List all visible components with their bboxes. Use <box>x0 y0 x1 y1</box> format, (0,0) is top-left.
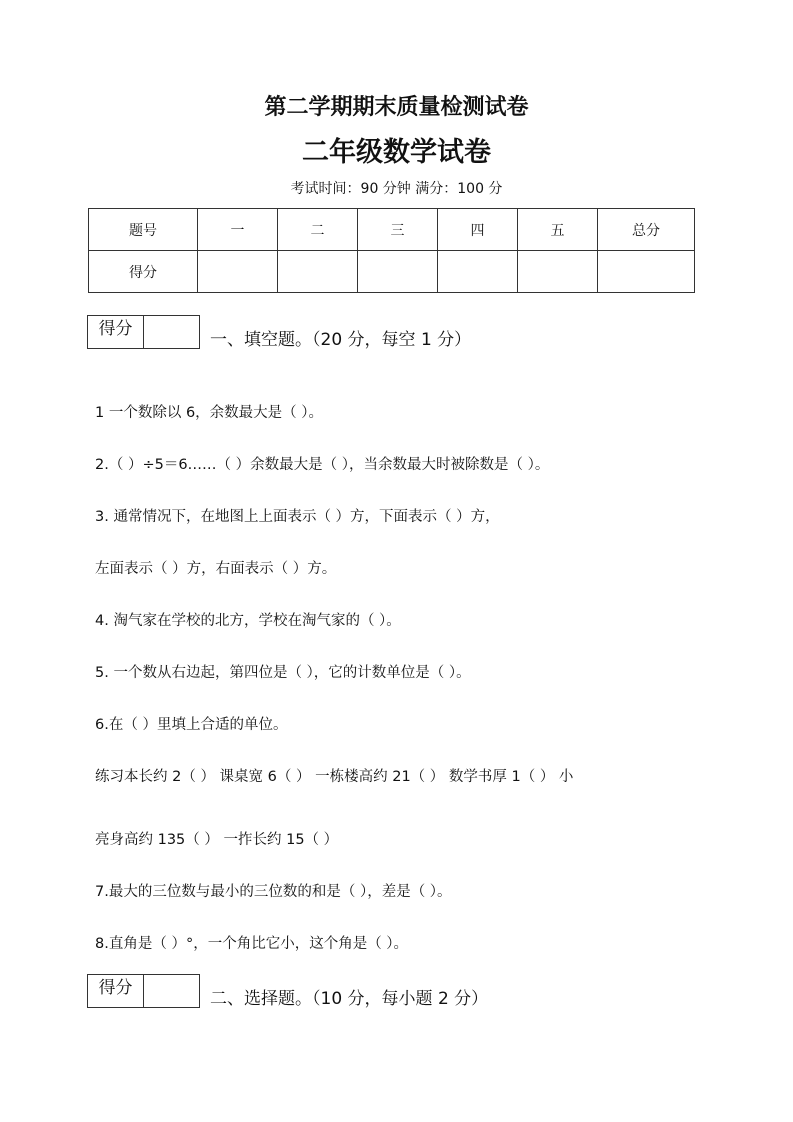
score-table <box>88 208 695 293</box>
question-item: 5. 一个数从右边起，第四位是（ ），它的计数单位是（ ）。 <box>95 665 471 681</box>
question-item: 2.（ ）÷5＝6……（ ）余数最大是（ ），当余数最大时被除数是（ ）。 <box>95 457 550 473</box>
score-table-header-cell: 一 <box>198 209 278 251</box>
section1-title: 一、填空题。（20 分，每空 1 分） <box>210 330 472 350</box>
score-table-header-cell: 二 <box>278 209 358 251</box>
score-cell[interactable] <box>198 251 278 293</box>
question-item: 7.最大的三位数与最小的三位数的和是（ ），差是（ ）。 <box>95 884 452 900</box>
score-table-score-row <box>89 251 695 293</box>
exam-subtitle: 二年级数学试卷 <box>302 137 491 168</box>
exam-info: 考试时间：90 分钟 满分：100 分 <box>290 181 503 197</box>
question-item: 3. 通常情况下，在地图上上面表示（ ）方，下面表示（ ）方， <box>95 509 500 525</box>
section2-title: 二、选择题。（10 分，每小题 2 分） <box>210 989 489 1009</box>
score-table-header-cell: 题号 <box>89 209 198 251</box>
score-table-header-cell: 总分 <box>598 209 695 251</box>
question-item: 6.在（ ）里填上合适的单位。 <box>95 717 288 733</box>
section2-score-label: 得分 <box>88 975 144 1007</box>
score-table-header-cell: 四 <box>438 209 518 251</box>
score-table-score-label: 得分 <box>89 251 198 293</box>
question-item: 1 一个数除以 6，余数最大是（ ）。 <box>95 405 324 421</box>
question-item: 左面表示（ ）方，右面表示（ ）方。 <box>95 561 337 577</box>
question-item: 亮身高约 135（ ） 一拃长约 15（ ） <box>95 832 339 848</box>
score-table-header-cell: 三 <box>358 209 438 251</box>
section1-score-label: 得分 <box>88 316 144 348</box>
score-cell[interactable] <box>358 251 438 293</box>
exam-title: 第二学期期末质量检测试卷 <box>264 95 529 120</box>
question-item: 4. 淘气家在学校的北方，学校在淘气家的（ ）。 <box>95 613 401 629</box>
question-item: 练习本长约 2（ ） 课桌宽 6（ ） 一栋楼高约 21（ ） 数学书厚 1（ ） 小 <box>95 769 574 785</box>
score-cell[interactable] <box>438 251 518 293</box>
score-table-header-cell: 五 <box>518 209 598 251</box>
score-cell[interactable] <box>518 251 598 293</box>
score-cell[interactable] <box>598 251 695 293</box>
question-item: 8.直角是（ ）°，一个角比它小，这个角是（ ）。 <box>95 936 409 952</box>
section1-score-box <box>87 315 200 349</box>
score-cell[interactable] <box>278 251 358 293</box>
score-table-header-row <box>89 209 695 251</box>
section2-score-box <box>87 974 200 1008</box>
